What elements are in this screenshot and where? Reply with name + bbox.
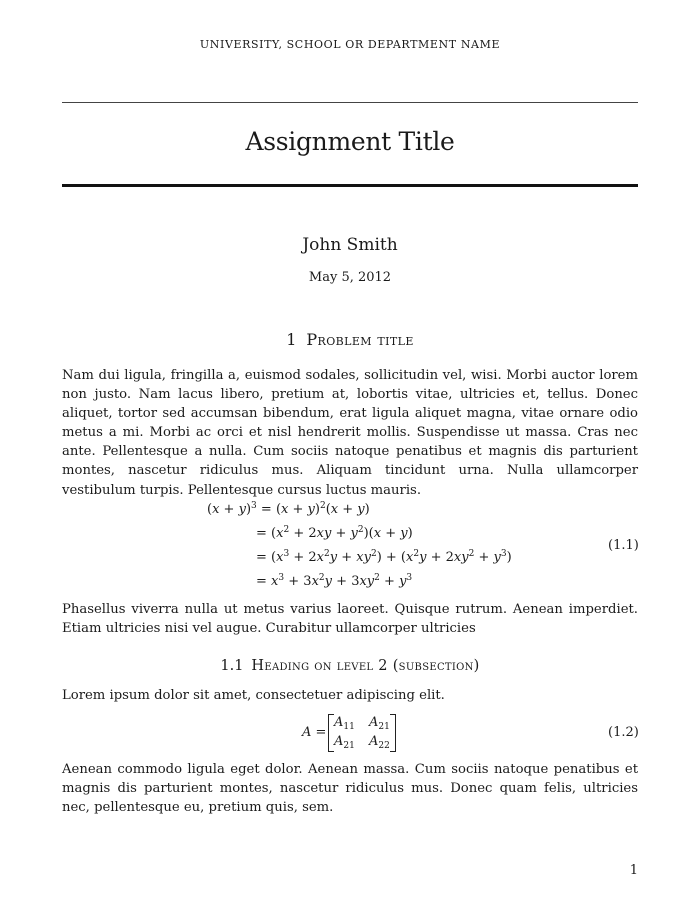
- document-page: [62, 0, 638, 900]
- subsection-title: Heading on level 2 (subsection): [251, 658, 480, 674]
- matrix-cell-1-1: $A_{11}$: [334, 715, 355, 732]
- document-date: May 5, 2012: [308, 270, 392, 285]
- section-heading: [62, 330, 638, 349]
- subsection-paragraph-1: Lorem ipsum dolor sit amet, consectetuer adipiscing elit.: [62, 688, 445, 703]
- equation-1-2: [62, 712, 638, 754]
- title-divider: [62, 184, 638, 187]
- header-divider: [62, 102, 638, 103]
- subsection-paragraph-2: Aenean commodo ligula eget dolor. Aenean massa. Cum sociis natoque penatibus et magnis dis parturient montes, nascetur ridiculus mus. Donec quam felis, ultricies nec, pellentesque eu, pretium quis, sem.: [62, 762, 638, 816]
- section-paragraph-2: Phasellus viverra nulla ut metus varius laoreet. Quisque rutrum. Aenean imperdiet. Etiam ultricies nisi vel augue. Curabitur ullamcorper ultricies: [62, 602, 638, 637]
- equation-line-3: = $(x^3 + 2x^2y + xy^2) + (x^2y + 2xy^2 + y^3)$: [256, 549, 512, 565]
- assignment-title: Assignment Title: [245, 127, 455, 156]
- section-paragraph-1: Nam dui ligula, fringilla a, euismod sodales, sollicitudin vel, wisi. Morbi auctor lorem non justo. Nam lacus libero, pretium at, lobortis vitae, ultricies et, tellus. Donec aliquet, tortor sed accumsan bibendum, erat ligula aliquet magna, vitae ornare odio metus a mi. Morbi ac orci et nisl hendrerit mollis. Suspendisse ut massa. Cras nec ante. Pellentesque a nulla. Cum sociis natoque penatibus et magnis dis parturient montes, nascetur ridiculus mus. Aliquam tincidunt urna. Nulla ullamcorper vestibulum turpis. Pellentesque cursus luctus mauris.: [62, 368, 638, 498]
- equation-number: (1.1): [608, 538, 639, 553]
- author-name: John Smith: [302, 235, 398, 255]
- section-title: Problem title: [306, 330, 414, 349]
- page-number: 1: [629, 863, 638, 878]
- subsection-heading: [62, 658, 638, 674]
- subsection-number: 1.1: [220, 658, 244, 674]
- matrix-lhs: A =: [302, 725, 327, 740]
- section-number: 1: [286, 330, 297, 349]
- equation-1-1: [62, 498, 638, 596]
- equation-number: (1.2): [608, 725, 639, 740]
- equation-line-1: $(x + y)^3 = (x + y)^2(x + y)$: [207, 501, 370, 517]
- matrix-cell-2-1: $A_{21}$: [334, 734, 355, 751]
- equation-line-4: = $x^3 + 3x^2y + 3xy^2 + y^3$: [256, 573, 413, 589]
- institution-header: UNIVERSITY, SCHOOL OR DEPARTMENT NAME: [199, 38, 501, 51]
- matrix-cell-2-2: $A_{22}$: [369, 734, 390, 751]
- matrix-cell-1-2: $A_{21}$: [369, 715, 390, 732]
- matrix-right-bracket: [390, 714, 396, 752]
- equation-line-2: = $(x^2 + 2xy + y^2)(x + y)$: [256, 525, 413, 541]
